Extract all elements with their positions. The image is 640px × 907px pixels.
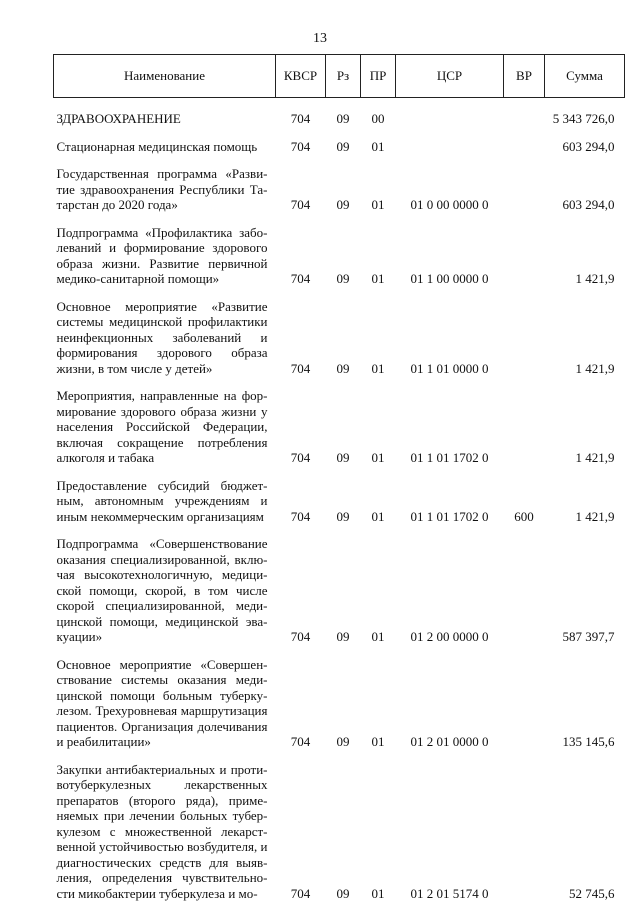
row-rz: 09 bbox=[326, 219, 361, 293]
row-name: Основное мероприятие «Развитие системы медицинской профилактики неинфекционных заболеваний и формирования здорового образа жизни, в том числе у детей» bbox=[54, 293, 276, 383]
row-name: Основное мероприятие «Совершенствование системы оказания медицинской помощи больным туберкулезом. Трехуровневая маршрутизация пациентов. Организация долечивания и реабилитации» bbox=[54, 651, 276, 756]
header-rz: Рз bbox=[326, 55, 361, 98]
row-pr: 01 bbox=[361, 530, 396, 651]
header-kvsr: КВСР bbox=[276, 55, 326, 98]
row-sum: 1 421,9 bbox=[545, 382, 625, 472]
row-sum: 1 421,9 bbox=[545, 293, 625, 383]
row-name: ЗДРАВООХРАНЕНИЕ bbox=[54, 98, 276, 133]
row-sum: 603 294,0 bbox=[545, 133, 625, 161]
row-sum: 587 397,7 bbox=[545, 530, 625, 651]
table-row bbox=[54, 756, 625, 907]
header-name: Наименование bbox=[54, 55, 276, 98]
row-pr: 01 bbox=[361, 293, 396, 383]
row-csr: 01 2 01 0000 0 bbox=[396, 651, 504, 756]
row-vr bbox=[504, 756, 545, 907]
row-rz: 09 bbox=[326, 530, 361, 651]
table-row bbox=[54, 472, 625, 531]
row-vr bbox=[504, 530, 545, 651]
table-row bbox=[54, 219, 625, 293]
row-kvsr: 704 bbox=[276, 530, 326, 651]
row-csr bbox=[396, 133, 504, 161]
row-sum: 5 343 726,0 bbox=[545, 98, 625, 133]
row-name: Подпрограмма «Профилактика заболеваний и формирование здорового образа жизни. Развитие первичной медико-санитарной помощи» bbox=[54, 219, 276, 293]
row-rz: 09 bbox=[326, 293, 361, 383]
row-kvsr: 704 bbox=[276, 382, 326, 472]
row-kvsr: 704 bbox=[276, 98, 326, 133]
row-pr: 01 bbox=[361, 133, 396, 161]
row-kvsr: 704 bbox=[276, 756, 326, 907]
table-row bbox=[54, 133, 625, 161]
header-csr: ЦСР bbox=[396, 55, 504, 98]
row-csr: 01 2 00 0000 0 bbox=[396, 530, 504, 651]
row-pr: 01 bbox=[361, 651, 396, 756]
row-rz: 09 bbox=[326, 98, 361, 133]
row-csr: 01 0 00 0000 0 bbox=[396, 160, 504, 219]
row-pr: 01 bbox=[361, 160, 396, 219]
row-name: Стационарная медицинская помощь bbox=[54, 133, 276, 161]
row-kvsr: 704 bbox=[276, 133, 326, 161]
row-pr: 01 bbox=[361, 472, 396, 531]
table-row bbox=[54, 382, 625, 472]
row-vr bbox=[504, 219, 545, 293]
row-csr bbox=[396, 98, 504, 133]
row-name: Государственная программа «Развитие здравоохранения Республики Татарстан до 2020 года» bbox=[54, 160, 276, 219]
row-vr bbox=[504, 651, 545, 756]
row-pr: 01 bbox=[361, 219, 396, 293]
row-rz: 09 bbox=[326, 472, 361, 531]
table-row bbox=[54, 651, 625, 756]
table-row bbox=[54, 530, 625, 651]
row-csr: 01 1 00 0000 0 bbox=[396, 219, 504, 293]
row-pr: 01 bbox=[361, 756, 396, 907]
row-sum: 135 145,6 bbox=[545, 651, 625, 756]
header-sum: Сумма bbox=[545, 55, 625, 98]
row-rz: 09 bbox=[326, 651, 361, 756]
budget-table bbox=[53, 54, 625, 907]
row-rz: 09 bbox=[326, 756, 361, 907]
row-kvsr: 704 bbox=[276, 160, 326, 219]
row-vr: 600 bbox=[504, 472, 545, 531]
row-rz: 09 bbox=[326, 160, 361, 219]
row-vr bbox=[504, 293, 545, 383]
header-vr: ВР bbox=[504, 55, 545, 98]
row-sum: 52 745,6 bbox=[545, 756, 625, 907]
row-name: Предоставление субсидий бюджетным, автономным учреждениям и иным некоммерческим организациям bbox=[54, 472, 276, 531]
row-vr bbox=[504, 133, 545, 161]
row-rz: 09 bbox=[326, 133, 361, 161]
row-vr bbox=[504, 382, 545, 472]
row-sum: 603 294,0 bbox=[545, 160, 625, 219]
row-vr bbox=[504, 160, 545, 219]
row-kvsr: 704 bbox=[276, 293, 326, 383]
row-name: Мероприятия, направленные на формирование здорового образа жизни у населения Российской Федерации, включая сокращение потребления алкоголя и табака bbox=[54, 382, 276, 472]
row-pr: 00 bbox=[361, 98, 396, 133]
page-number: 13 bbox=[0, 31, 640, 47]
table-row bbox=[54, 160, 625, 219]
row-csr: 01 2 01 5174 0 bbox=[396, 756, 504, 907]
row-vr bbox=[504, 98, 545, 133]
row-kvsr: 704 bbox=[276, 651, 326, 756]
table-row bbox=[54, 98, 625, 133]
row-kvsr: 704 bbox=[276, 219, 326, 293]
row-csr: 01 1 01 1702 0 bbox=[396, 382, 504, 472]
table-row bbox=[54, 293, 625, 383]
row-pr: 01 bbox=[361, 382, 396, 472]
header-pr: ПР bbox=[361, 55, 396, 98]
row-sum: 1 421,9 bbox=[545, 472, 625, 531]
row-rz: 09 bbox=[326, 382, 361, 472]
row-name: Закупки антибактериальных и противотуберкулезных лекарственных препаратов (второго ряда), применяемых при лечении больных туберкулезом с множественной лекарственной устойчивостью возбудителя, и диагностических средств для выявления, определения чувствительности микобактерии туберкулеза и мо- bbox=[54, 756, 276, 907]
table-header-row bbox=[54, 55, 625, 98]
row-sum: 1 421,9 bbox=[545, 219, 625, 293]
row-csr: 01 1 01 1702 0 bbox=[396, 472, 504, 531]
row-kvsr: 704 bbox=[276, 472, 326, 531]
row-name: Подпрограмма «Совершенствование оказания специализированной, включая высокотехнологичную, медициской помощи, скорой, в том числе скорой специализированной, медицинской помощи, медицинской эвакуации» bbox=[54, 530, 276, 651]
row-csr: 01 1 01 0000 0 bbox=[396, 293, 504, 383]
